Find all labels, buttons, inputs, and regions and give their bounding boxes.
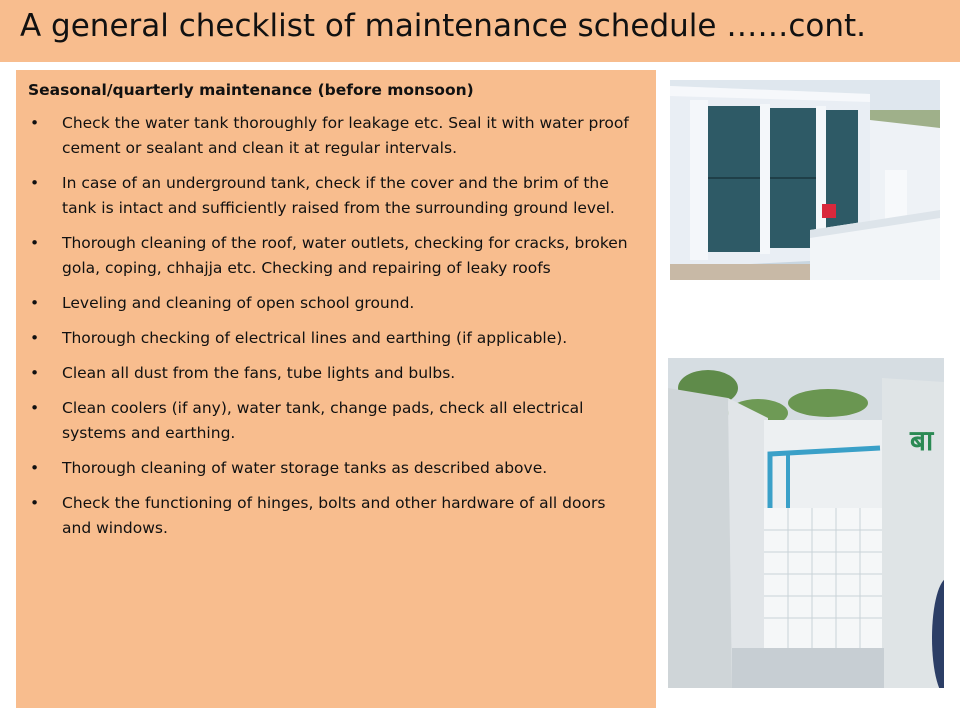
list-item-text: In case of an underground tank, check if the cover and the brim of the tank is intact and sufficiently raised from the surrounding ground level. [62, 174, 615, 217]
bullet-icon: • [30, 114, 40, 132]
bullet-icon: • [30, 234, 40, 252]
list-item [28, 456, 638, 481]
list-item-text: Check the functioning of hinges, bolts and other hardware of all doors and windows. [62, 494, 606, 537]
slide-title: A general checklist of maintenance schedule ……cont. [20, 8, 867, 44]
checklist [28, 111, 638, 541]
section-heading: Seasonal/quarterly maintenance (before monsoon) [28, 81, 474, 99]
bullet-icon: • [30, 399, 40, 417]
bathing-area-image [668, 358, 944, 688]
list-item [28, 361, 638, 386]
list-item-text: Check the water tank thoroughly for leakage etc. Seal it with water proof cement or sealant and clean it at regular intervals. [62, 114, 629, 157]
bullet-icon: • [30, 364, 40, 382]
bullet-icon: • [30, 174, 40, 192]
bullet-icon: • [30, 294, 40, 312]
toilet-block-photo [670, 80, 940, 280]
list-item [28, 291, 638, 316]
bathing-area-photo [668, 358, 944, 688]
list-item [28, 171, 638, 221]
bullet-icon: • [30, 494, 40, 512]
list-item [28, 491, 638, 541]
toilet-block-image [670, 80, 940, 280]
wall-sign-text: बा [910, 424, 934, 457]
title-bar [0, 0, 960, 62]
list-item-text: Thorough cleaning of water storage tanks as described above. [62, 459, 548, 477]
list-item-text: Thorough cleaning of the roof, water outlets, checking for cracks, broken gola, coping, chhajja etc. Checking and repairing of leaky roofs [62, 234, 628, 277]
list-item-text: Thorough checking of electrical lines and earthing (if applicable). [62, 329, 568, 347]
list-item-text: Clean coolers (if any), water tank, change pads, check all electrical systems and earthing. [62, 399, 584, 442]
list-item [28, 396, 638, 446]
list-item [28, 111, 638, 161]
list-item-text: Leveling and cleaning of open school ground. [62, 294, 415, 312]
list-item [28, 231, 638, 281]
checklist-panel [16, 70, 656, 708]
list-item-text: Clean all dust from the fans, tube lights and bulbs. [62, 364, 456, 382]
bullet-icon: • [30, 459, 40, 477]
bullet-icon: • [30, 329, 40, 347]
list-item [28, 326, 638, 351]
